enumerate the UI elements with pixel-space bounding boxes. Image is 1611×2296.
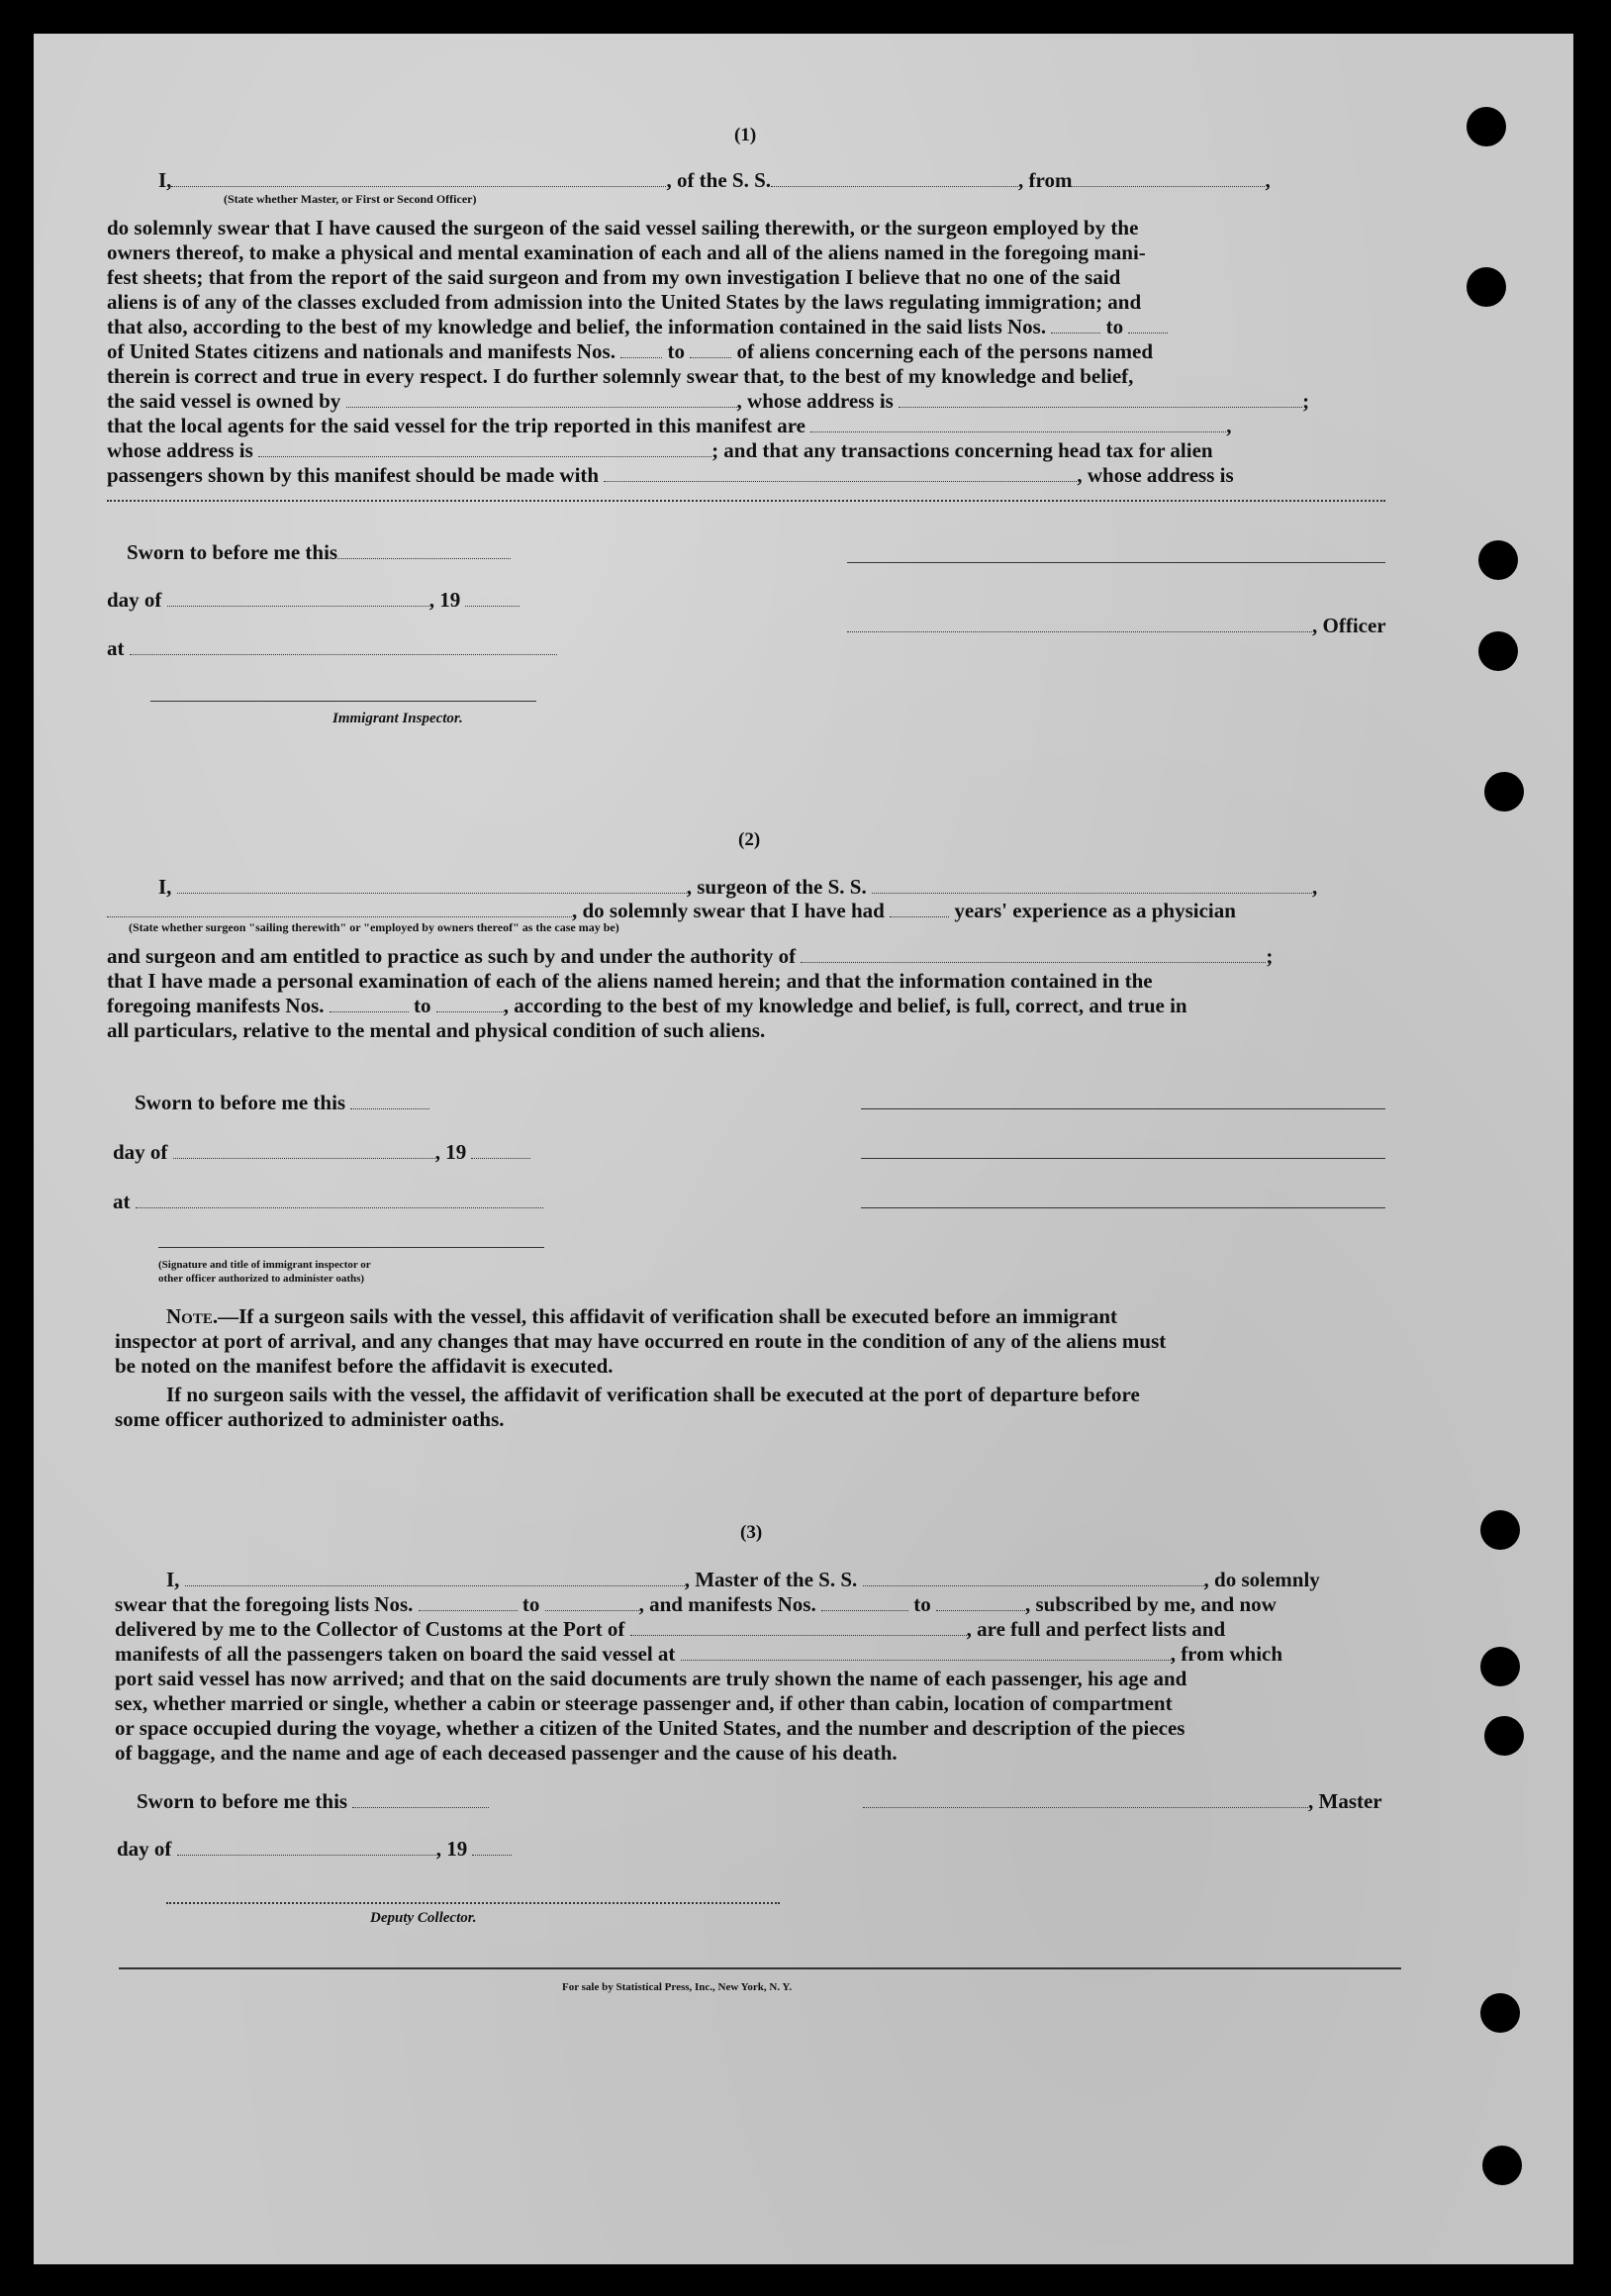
section-2-authority-line: and surgeon and am entitled to practice as such by and under the authority of ; — [107, 944, 1274, 968]
section-1-head-tax-line: passengers shown by this manifest should be made with , whose address is — [107, 463, 1234, 487]
section-3-collector-label: Deputy Collector. — [370, 1910, 477, 1926]
section-2-signature-line-2 — [861, 1158, 1385, 1159]
section-2-text-line: that I have made a personal examination of each of the aliens named herein; and that the information contained in the — [107, 969, 1153, 993]
note-label: Note. — [166, 1304, 219, 1328]
section-1-text-line: fest sheets; that from the report of the said surgeon and from my own investigation I believe that no one of the said — [107, 265, 1121, 289]
section-3-line-1: I, , Master of the S. S. , do solemnly — [166, 1568, 1320, 1591]
note-line-1: Note.—If a surgeon sails with the vessel, this affidavit of verification shall be executed before an immigrant — [166, 1304, 1118, 1328]
section-2-number: (2) — [738, 829, 761, 850]
section-1-inspector-signature-line — [150, 701, 536, 702]
section-2-line-1: I, , surgeon of the S. S. , — [158, 875, 1318, 899]
section-1-sworn: Sworn to before me this — [127, 540, 511, 564]
section-3-sworn: Sworn to before me this — [137, 1789, 489, 1813]
punch-hole — [1482, 2146, 1522, 2185]
punch-hole — [1484, 1716, 1524, 1756]
punch-hole — [1467, 267, 1506, 307]
section-3-line-4: manifests of all the passengers taken on board the said vessel at , from which — [115, 1642, 1283, 1666]
section-2-inspector-signature-line — [158, 1247, 544, 1248]
section-2-text-line: all particulars, relative to the mental and physical condition of such aliens. — [107, 1018, 766, 1042]
note-line-5: some officer authorized to administer oaths. — [115, 1407, 505, 1431]
section-3-day-of: day of , 19 — [117, 1837, 512, 1861]
punch-hole — [1467, 107, 1506, 146]
section-2-signature-note-2: other officer authorized to administer oaths) — [158, 1273, 365, 1285]
section-3-line-3: delivered by me to the Collector of Customs at the Port of , are full and perfect lists and — [115, 1617, 1226, 1641]
section-1-day-of: day of , 19 — [107, 588, 520, 612]
section-3-text-line: port said vessel has now arrived; and that on the said documents are truly shown the name of each passenger, his age and — [115, 1667, 1187, 1690]
section-1-number: (1) — [734, 125, 757, 145]
section-1-text-line: do solemnly swear that I have caused the surgeon of the said vessel sailing therewith, or the surgeon employed by the — [107, 216, 1139, 239]
punch-hole — [1484, 772, 1524, 812]
section-3-text-line: sex, whether married or single, whether a cabin or steerage passenger and, if other than cabin, location of compartment — [115, 1691, 1173, 1715]
section-1-lists-line: that also, according to the best of my knowledge and belief, the information contained in the said lists Nos. to — [107, 315, 1385, 338]
section-2-signature-note-1: (Signature and title of immigrant inspector or — [158, 1259, 371, 1271]
section-1-line-1: I, , of the S. S. , from , — [158, 168, 1271, 192]
section-1-text-line: therein is correct and true in every respect. I do further solemnly swear that, to the best of my knowledge and belief, — [107, 364, 1134, 388]
section-1-address-line: whose address is ; and that any transactions concerning head tax for alien — [107, 438, 1213, 462]
section-2-line-2: , do solemnly swear that I have had years' experience as a physician — [107, 899, 1389, 922]
section-1-officer-note: (State whether Master, or First or Second Officer) — [224, 192, 477, 206]
section-1-text-line: owners thereof, to make a physical and mental examination of each and all of the aliens named in the foregoing mani- — [107, 240, 1146, 264]
section-1-address-blank — [107, 500, 1385, 502]
note-line-3: be noted on the manifest before the affidavit is executed. — [115, 1354, 614, 1378]
punch-hole — [1478, 540, 1518, 580]
section-3-master: , Master — [863, 1789, 1397, 1813]
section-3-collector-signature-line — [166, 1902, 780, 1904]
section-2-signature-line — [861, 1108, 1385, 1109]
note-line-4: If no surgeon sails with the vessel, the affidavit of verification shall be executed at the port of departure before — [166, 1383, 1140, 1406]
punch-hole — [1480, 1993, 1520, 2033]
section-2-sworn: Sworn to before me this — [135, 1091, 429, 1114]
section-1-inspector-label: Immigrant Inspector. — [332, 711, 463, 726]
section-1-manifests-line: of United States citizens and nationals and manifests Nos. to of aliens concerning each of the persons named — [107, 339, 1154, 363]
footer-rule — [119, 1967, 1401, 1969]
section-1-text-line: aliens is of any of the classes excluded from admission into the United States by the laws regulating immigration; and — [107, 290, 1142, 314]
section-1-agents-line: that the local agents for the said vessel for the trip reported in this manifest are , — [107, 414, 1232, 437]
section-3-text-line: or space occupied during the voyage, whether a citizen of the United States, and the number and description of the pieces — [115, 1716, 1185, 1740]
section-3-line-2: swear that the foregoing lists Nos. to , and manifests Nos. to , subscribed by me, and now — [115, 1592, 1277, 1616]
section-3-text-line: of baggage, and the name and age of each deceased passenger and the cause of his death. — [115, 1741, 898, 1765]
section-2-surgeon-note: (State whether surgeon "sailing therewith" or "employed by owners thereof" as the case may be) — [129, 920, 619, 934]
section-2-day-of: day of , 19 — [113, 1140, 530, 1164]
section-2-at: at — [113, 1190, 543, 1213]
printer-credit: For sale by Statistical Press, Inc., New York, N. Y. — [562, 1981, 793, 1993]
punch-hole — [1478, 631, 1518, 671]
section-2-manifests-line: foregoing manifests Nos. to , according to the best of my knowledge and belief, is full, correct, and true in — [107, 994, 1187, 1017]
section-1-officer: , Officer — [847, 614, 1385, 637]
punch-hole — [1480, 1647, 1520, 1686]
section-1-signature-line — [847, 562, 1385, 563]
note-line-2: inspector at port of arrival, and any changes that may have occurred en route in the condition of any of the aliens must — [115, 1329, 1167, 1353]
section-1-owner-line: the said vessel is owned by , whose address is ; — [107, 389, 1310, 413]
punch-hole — [1480, 1510, 1520, 1550]
section-1-at: at — [107, 636, 557, 660]
section-2-signature-line-3 — [861, 1207, 1385, 1208]
section-3-number: (3) — [740, 1522, 763, 1543]
